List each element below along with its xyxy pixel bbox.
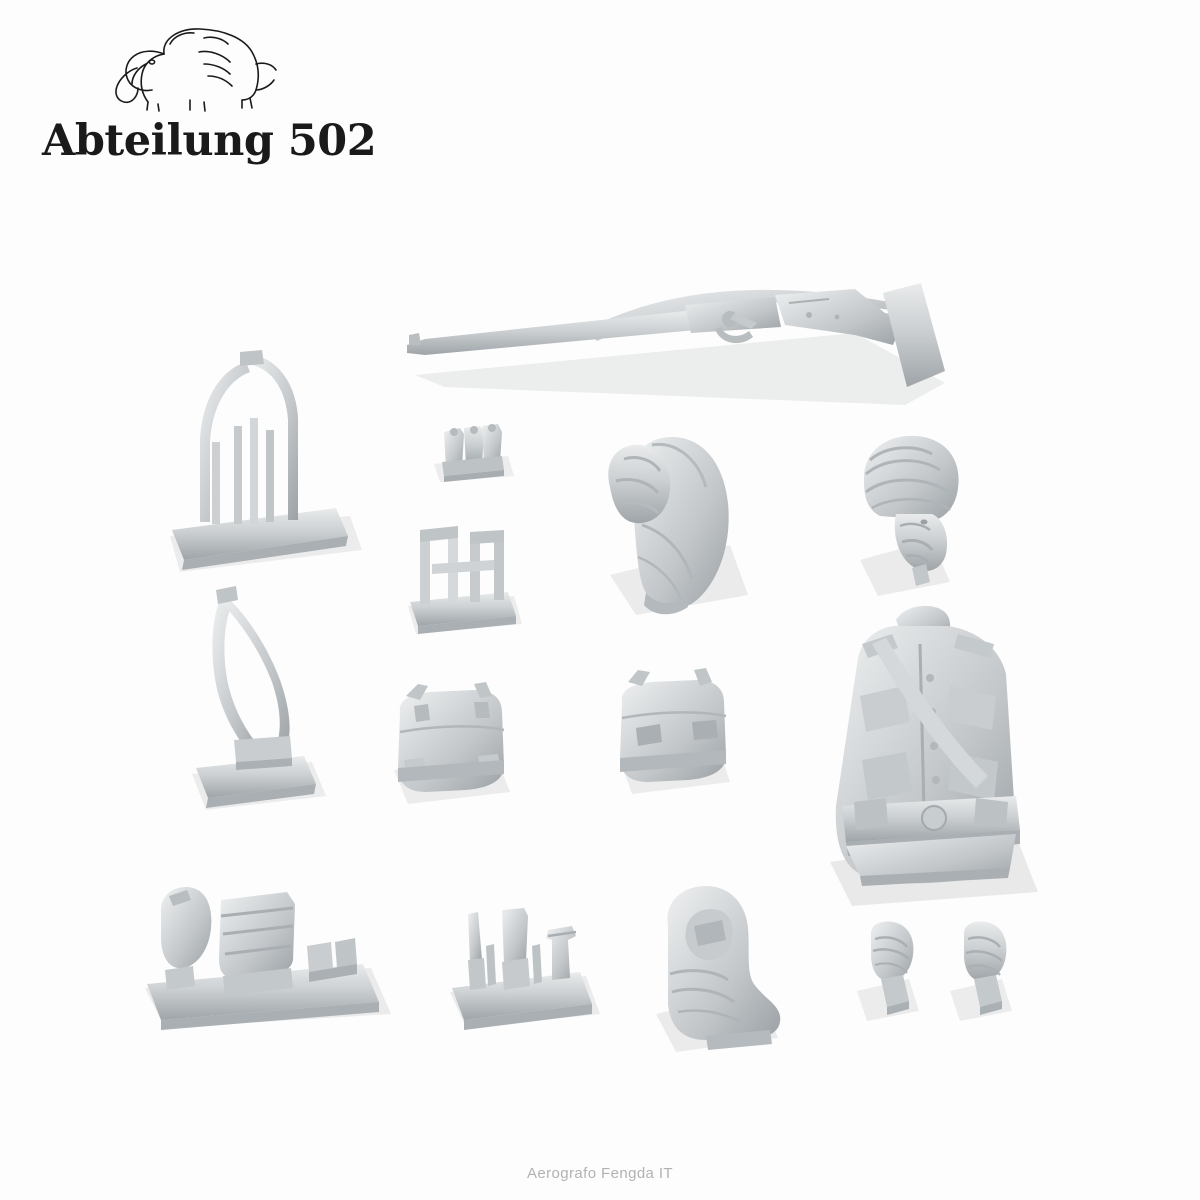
part-head-turban bbox=[840, 430, 980, 610]
brand-name: Abteilung 502 bbox=[42, 116, 377, 166]
part-wire-loop bbox=[180, 580, 360, 830]
part-rifle bbox=[385, 275, 965, 425]
brand-logo bbox=[42, 24, 382, 174]
part-u-frame bbox=[398, 520, 538, 640]
part-tools-sprue bbox=[440, 900, 610, 1040]
part-hand-left bbox=[845, 915, 935, 1025]
part-arm bbox=[630, 880, 810, 1060]
part-hand-right bbox=[940, 915, 1030, 1025]
mammoth-icon bbox=[104, 24, 294, 116]
part-pouch-right bbox=[600, 660, 750, 810]
part-canteen-mess-sprue bbox=[135, 880, 405, 1040]
part-small-canisters bbox=[424, 418, 524, 488]
part-bedroll bbox=[580, 425, 770, 625]
part-brackets-upper bbox=[150, 340, 370, 600]
part-torso bbox=[800, 600, 1060, 920]
part-pouch-left bbox=[370, 670, 530, 820]
footer-watermark: Aerografo Fengda IT bbox=[526, 1165, 673, 1182]
